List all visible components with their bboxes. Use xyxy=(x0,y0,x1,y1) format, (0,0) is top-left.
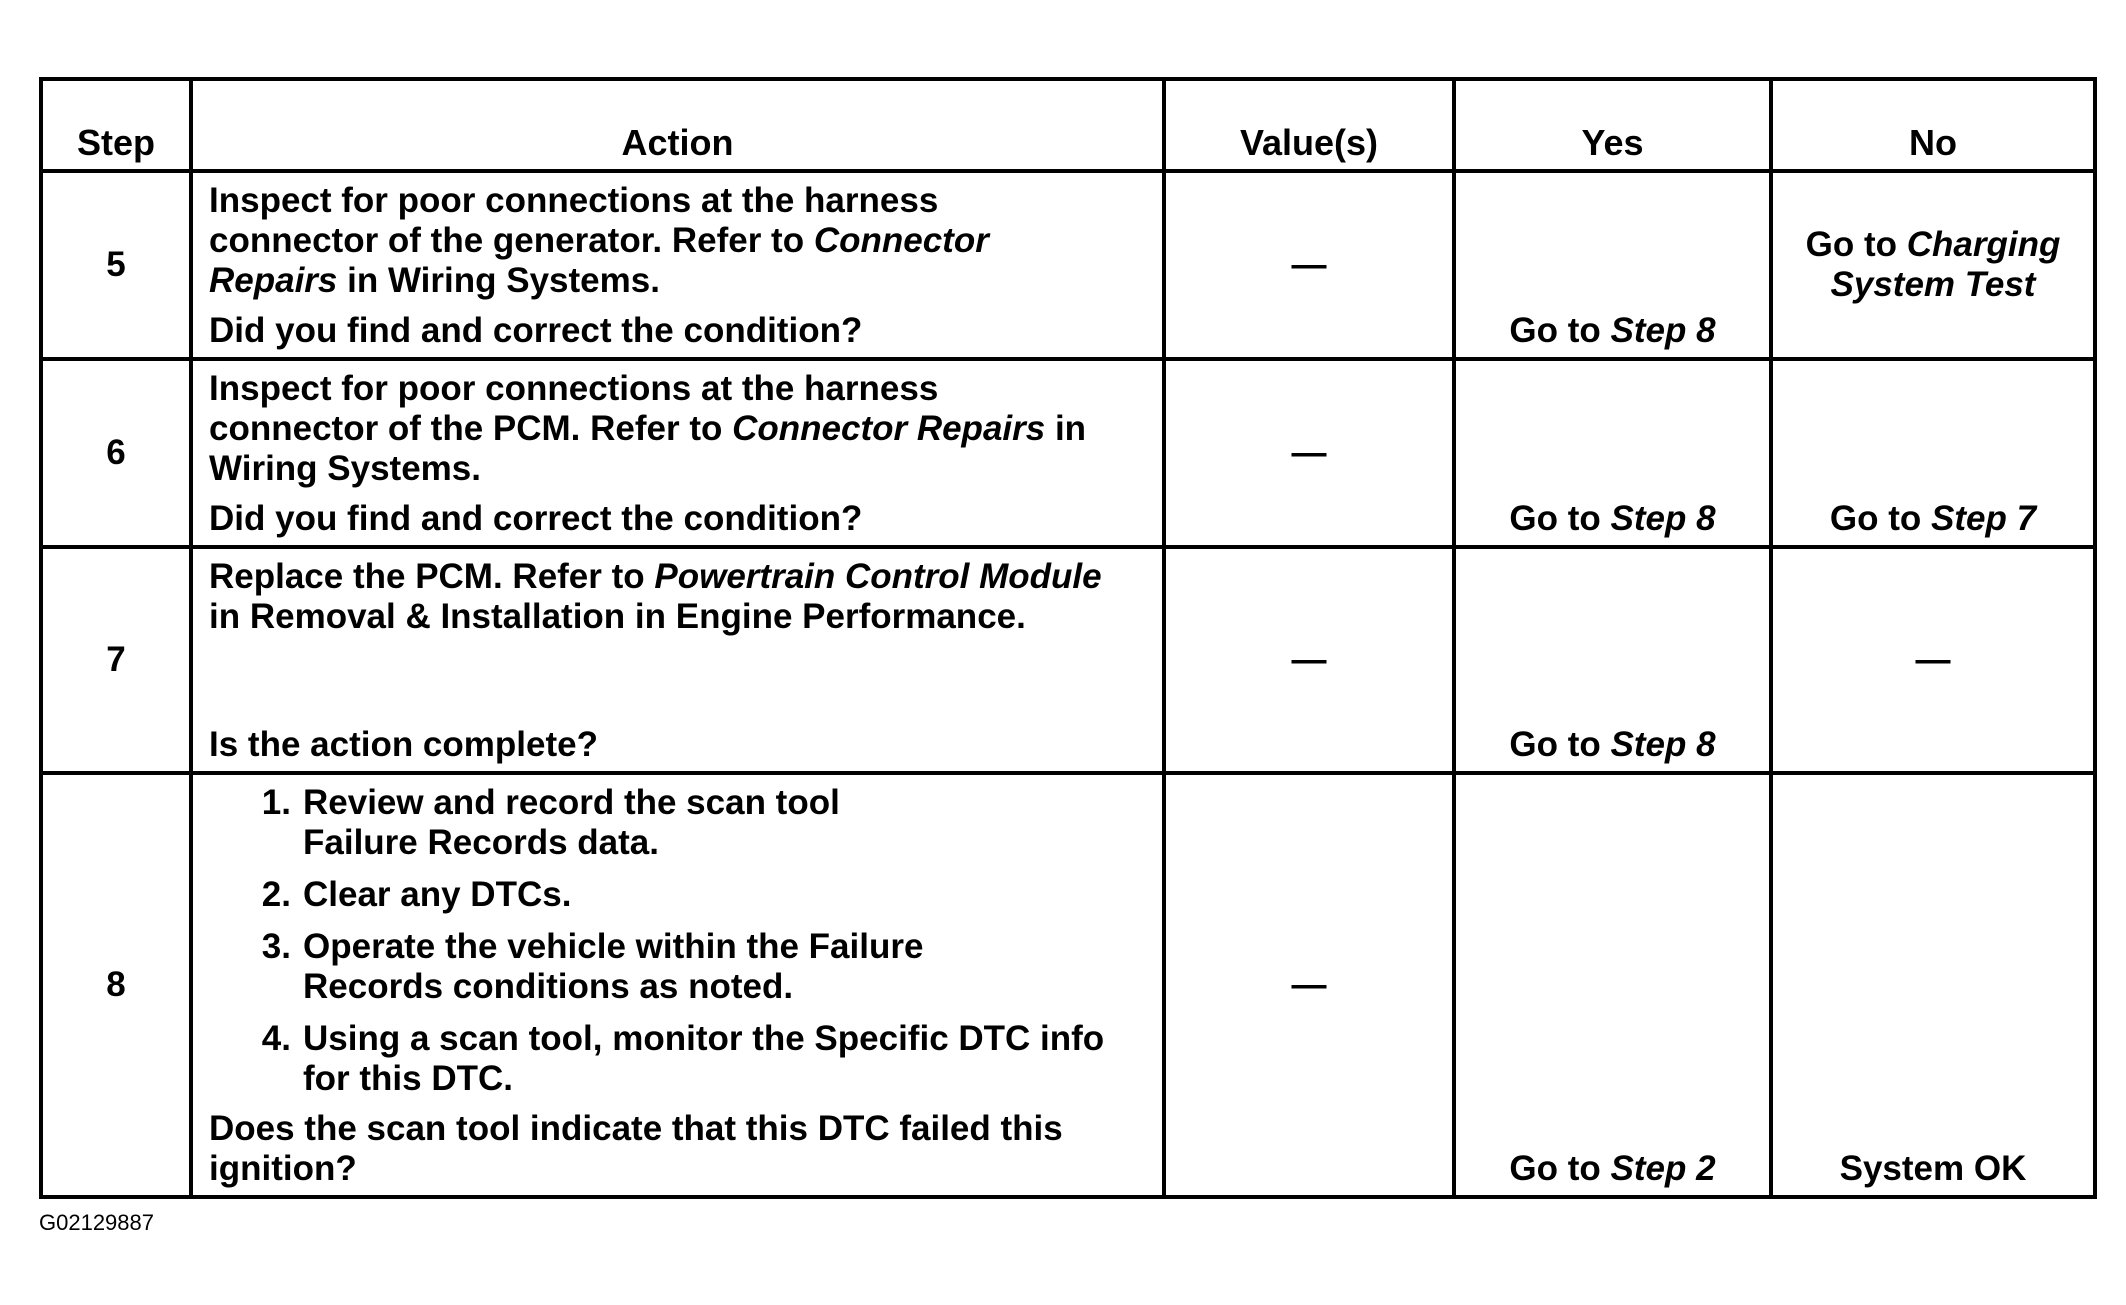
header-action: Action xyxy=(191,79,1164,171)
no-cell xyxy=(1771,171,2095,359)
yes-cell xyxy=(1454,773,1771,1197)
action-text: Inspect for poor connections at the harness connector of the PCM. Refer to Connector Repairs in Wiring Systems. xyxy=(209,369,1087,488)
step-number: 6 xyxy=(41,359,191,547)
table-row xyxy=(41,359,2095,547)
figure-id: G02129887 xyxy=(39,1210,154,1235)
yes-link[interactable]: Go to Step 8 xyxy=(1509,725,1716,764)
action-cell xyxy=(191,171,1164,359)
no-link[interactable]: Go to Step 7 xyxy=(1829,499,2037,538)
header-value: Value(s) xyxy=(1164,79,1454,171)
step-number: 5 xyxy=(41,171,191,359)
header-step: Step xyxy=(41,79,191,171)
table-row xyxy=(41,773,2095,1197)
value-cell: — xyxy=(1164,171,1454,359)
header-no: No xyxy=(1771,79,2095,171)
action-question: Did you find and correct the condition? xyxy=(209,499,863,538)
action-cell xyxy=(191,359,1164,547)
yes-link[interactable]: Go to Step 8 xyxy=(1509,311,1716,350)
value-cell: — xyxy=(1164,547,1454,773)
action-cell xyxy=(191,773,1164,1197)
no-cell xyxy=(1771,773,2095,1197)
action-cell xyxy=(191,547,1164,773)
header-yes: Yes xyxy=(1454,79,1771,171)
no-cell xyxy=(1771,547,2095,773)
procedure-list xyxy=(209,783,1109,1099)
action-question: Does the scan tool indicate that this DTC failed this ignition? xyxy=(209,1109,1063,1188)
diagnostic-table xyxy=(39,77,2097,1199)
yes-link[interactable]: Go to Step 8 xyxy=(1509,499,1716,538)
table-row xyxy=(41,547,2095,773)
yes-cell xyxy=(1454,547,1771,773)
list-item: 4. Using a scan tool, monitor the Specific DTC info for this DTC. xyxy=(261,1019,1105,1098)
value-cell: — xyxy=(1164,773,1454,1197)
step-number: 7 xyxy=(41,547,191,773)
yes-cell xyxy=(1454,171,1771,359)
list-item: 3. Operate the vehicle within the Failure Records conditions as noted. xyxy=(261,927,924,1006)
no-value: System OK xyxy=(1839,1149,2027,1188)
table-row xyxy=(41,171,2095,359)
value-cell: — xyxy=(1164,359,1454,547)
action-text: Inspect for poor connections at the harness connector of the generator. Refer to Connector Repairs in Wiring Systems. xyxy=(209,181,989,300)
no-value: — xyxy=(1915,640,1951,679)
header-row xyxy=(41,79,2095,171)
no-link[interactable]: Go to Charging System Test xyxy=(1805,225,2061,304)
yes-link[interactable]: Go to Step 2 xyxy=(1509,1149,1716,1188)
action-question: Is the action complete? xyxy=(209,725,598,764)
action-question: Did you find and correct the condition? xyxy=(209,311,863,350)
step-number: 8 xyxy=(41,773,191,1197)
yes-cell xyxy=(1454,359,1771,547)
list-item: 2. Clear any DTCs. xyxy=(261,875,572,914)
list-item: 1. Review and record the scan tool Failure Records data. xyxy=(261,783,840,862)
action-text: Replace the PCM. Refer to Powertrain Control Module in Removal & Installation in Engine Performance. xyxy=(209,557,1102,636)
no-cell xyxy=(1771,359,2095,547)
